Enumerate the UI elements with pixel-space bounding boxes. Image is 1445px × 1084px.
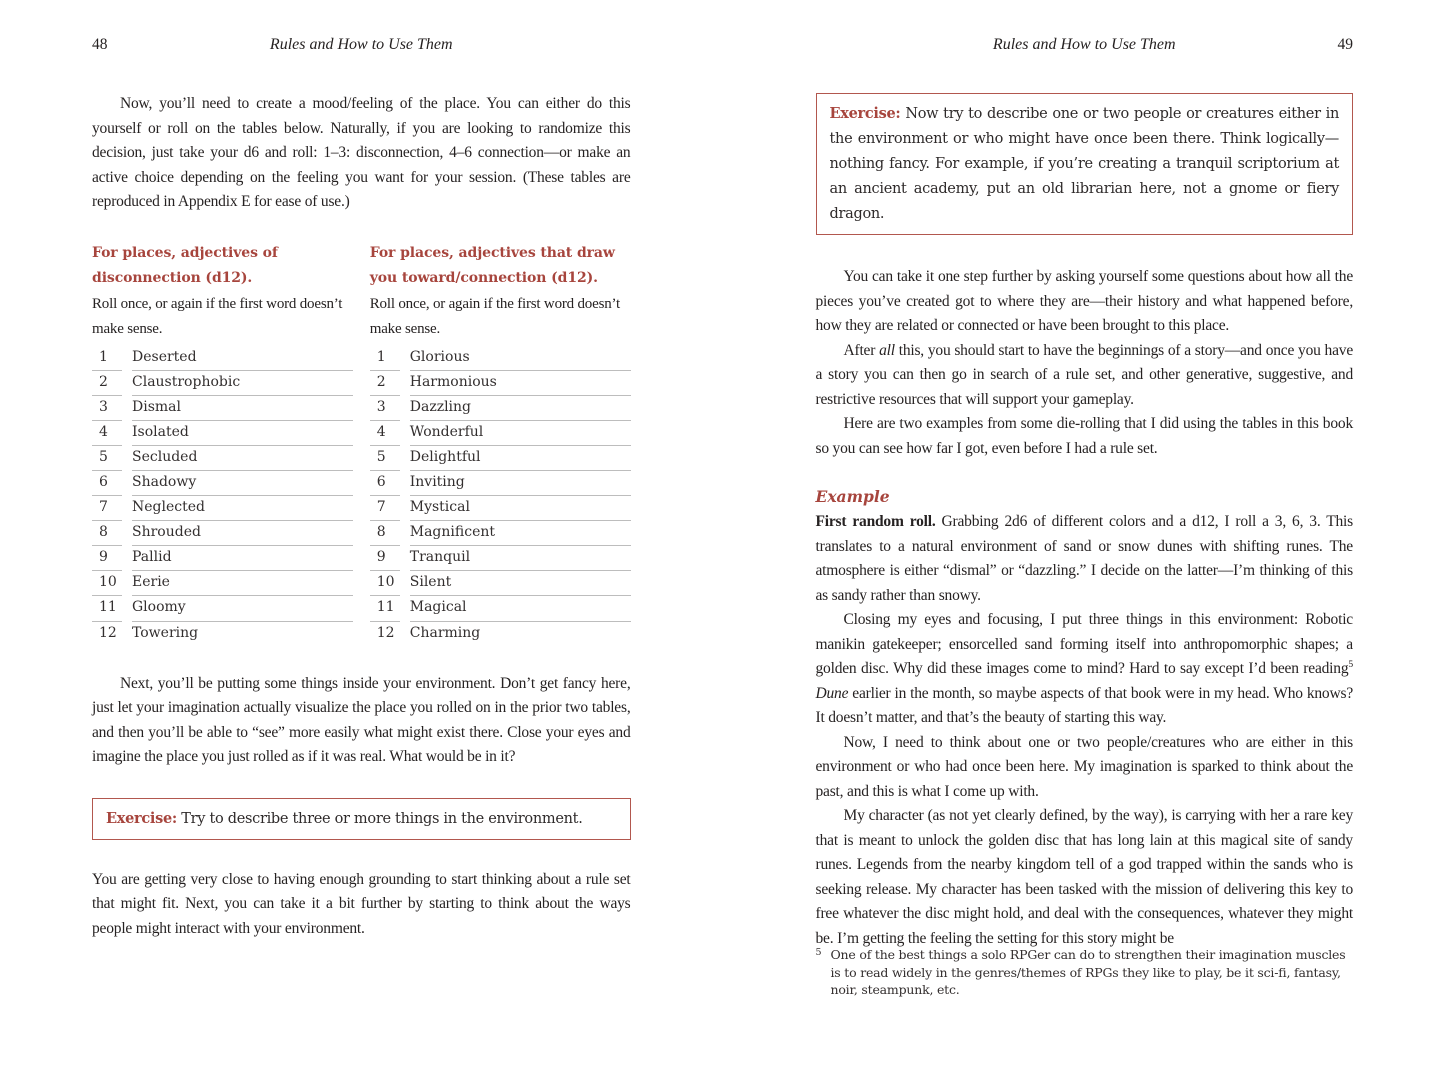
body-paragraph: [816, 339, 1354, 413]
table-column-gap: [400, 446, 410, 471]
text-segment: Try to describe three or more things in the environment.: [176, 810, 583, 827]
table-title: For places, adjectives of disconnection (d12).: [92, 244, 278, 286]
adjective-cell: Glorious: [410, 346, 631, 371]
table-row: [370, 371, 631, 396]
page-right: [723, 0, 1445, 1084]
text-segment: earlier in the month, so maybe aspects of that book were in my head. Who knows? It doesn’t matter, and that’s the beauty of starting this way.: [815, 684, 1353, 726]
table-row: [92, 546, 353, 571]
table-column-gap: [122, 521, 132, 546]
table-row: [370, 346, 631, 371]
adjective-cell: Isolated: [132, 421, 353, 446]
table-column-gap: [122, 496, 132, 521]
adjective-cell: Charming: [409, 624, 481, 641]
table-column-gap: [122, 546, 132, 571]
table-body: [370, 346, 631, 647]
table-row: [92, 421, 353, 446]
adjective-cell: Wonderful: [410, 421, 631, 446]
text-segment: this, you should start to have the beginnings of a story—and once you have a story you can then go in search of a rule set, and other generative, suggestive, and restrictive resources that will support your gameplay.: [815, 341, 1353, 408]
text-segment: You are getting very close to having enough grounding to start thinking about a rule set that might fit. Next, you can take it a bit further by starting to think about the ways people might interact with your environment.: [92, 870, 631, 937]
table-column-gap: [400, 521, 410, 546]
table-row: [370, 571, 631, 596]
adjective-cell: Neglected: [132, 496, 353, 521]
table-row: [370, 546, 631, 571]
example-paragraph: [816, 510, 1354, 608]
adjective-cell: Mystical: [410, 496, 631, 521]
die-number-cell: 3: [370, 396, 400, 421]
body-paragraph: [816, 412, 1354, 461]
table-row: [92, 622, 353, 647]
table-row: [92, 396, 353, 421]
table-row: [92, 371, 353, 396]
table-column-gap: [122, 371, 132, 396]
text-segment: all: [879, 341, 895, 359]
example-heading: Example: [815, 487, 890, 506]
page-number-left: 48: [92, 36, 108, 53]
example-paragraph: [816, 608, 1354, 731]
adjective-cell: Magical: [410, 596, 631, 621]
table-row: [92, 446, 353, 471]
table-column-gap: [400, 396, 410, 421]
adjective-cell: Harmonious: [410, 371, 631, 396]
die-number-cell: 8: [370, 521, 400, 546]
die-number-cell: 1: [92, 346, 122, 371]
footnote-text: One of the best things a solo RPGer can do to strengthen their imagination muscles is to read widely in the genres/themes of RPGs they like to play, be it sci-fi, fantasy, noir, steampunk, etc.: [830, 947, 1346, 997]
adjective-table-disconnection: [92, 241, 353, 647]
table-row: [92, 521, 353, 546]
things-paragraph: [92, 672, 631, 770]
text-segment: Here are two examples from some die-rolling that I did using the tables in this book so you can see how far I got, even before I had a rule set.: [815, 415, 1353, 457]
die-number-cell: 1: [370, 346, 400, 371]
text-segment: Now, you’ll need to create a mood/feeling of the place. You can either do this yourself or roll on the tables below. Naturally, if you are looking to randomize this decision, just take your d6 and roll: 1–3: disconnection, 4–6 connection—or make an active choice depending on the feeling you want for your session. (These tables are reproduced in Appendix E for ease of use.): [92, 95, 631, 210]
table-row: [92, 471, 353, 496]
table-column-gap: [122, 346, 132, 371]
text-segment: Exercise:: [106, 809, 177, 827]
adjective-cell: Dismal: [132, 396, 353, 421]
running-header-left: [92, 34, 631, 56]
text-segment: Now try to describe one or two people or creatures either in the environment or who might have once been there. Think logically—nothing fancy. For example, if you’re creating a tranquil scriptorium at an ancient academy, put an old librarian here, not a gnome or fiery dragon.: [829, 106, 1339, 222]
die-number-cell: 6: [92, 471, 122, 496]
table-column-gap: [122, 421, 132, 446]
adjective-cell: Claustrophobic: [132, 371, 353, 396]
adjective-cell: Towering: [132, 624, 199, 641]
running-header-title: Rules and How to Use Them: [269, 36, 453, 53]
table-row: [92, 496, 353, 521]
adjective-cell: Magnificent: [410, 521, 631, 546]
die-number-cell: 2: [370, 371, 400, 396]
table-row: [370, 446, 631, 471]
die-number-cell: 11: [370, 596, 400, 621]
text-segment: Now, I need to think about one or two people/creatures who are either in this environment or who had once been here. My imagination is sparked to think about the past, and this is what I come up with.: [815, 733, 1353, 800]
running-header-right: [816, 34, 1354, 56]
table-column-gap: [400, 622, 410, 647]
table-row: [370, 396, 631, 421]
example-paragraph: [816, 731, 1354, 805]
die-number-cell: 10: [370, 571, 400, 596]
adjective-cell: Delightful: [410, 446, 631, 471]
adjective-cell: Gloomy: [132, 596, 353, 621]
table-row: [370, 421, 631, 446]
die-number-cell: 4: [92, 421, 122, 446]
adjective-cell: Secluded: [132, 446, 353, 471]
table-column-gap: [400, 596, 410, 621]
footnote: [816, 946, 1356, 999]
table-row: [370, 596, 631, 621]
text-segment: First random roll.: [815, 513, 936, 530]
table-title: For places, adjectives that draw you toward/connection (d12).: [369, 244, 615, 286]
text-segment: 5: [1348, 658, 1353, 670]
adjective-cell: Deserted: [132, 346, 353, 371]
table-body: [92, 346, 353, 647]
adjective-cell: Silent: [410, 571, 631, 596]
adjective-cell: Inviting: [410, 471, 631, 496]
text-segment: My character (as not yet clearly defined, by the way), is carrying with her a rare key that is meant to unlock the golden disc that has long lain at this magical site of sandy runes. Legends from the nearby kingdom tell of a god trapped within the sands who is seeking release. My character has been tasked with the mission of delivering this key to free whatever the disc might hold, and deal with the consequences, whatever they might be. I’m getting the feeling the setting for this story might be: [815, 807, 1353, 947]
text-segment: Dune: [815, 684, 849, 702]
die-number-cell: 12: [376, 624, 395, 641]
adjective-tables: [92, 241, 631, 647]
table-row: [370, 622, 631, 647]
adjective-cell: Eerie: [132, 571, 353, 596]
table-row: [370, 521, 631, 546]
die-number-cell: 7: [92, 496, 122, 521]
text-segment: Next, you’ll be putting some things inside your environment. Don’t get fancy here, just let your imagination actually visualize the place you rolled on in the prior two tables, and then you’ll be able to “see” more easily what might exist there. Close your eyes and imagine the place you just rolled as if it was real. What would be in it?: [92, 674, 631, 766]
table-column-gap: [122, 622, 132, 647]
table-column-gap: [400, 346, 410, 371]
adjective-cell: Shrouded: [132, 521, 353, 546]
die-number-cell: 7: [370, 496, 400, 521]
body-paragraph: [816, 265, 1354, 339]
table-row: [92, 596, 353, 621]
die-number-cell: 11: [92, 596, 122, 621]
text-segment: After: [843, 341, 880, 359]
intro-paragraph: [92, 92, 631, 215]
table-row: [370, 471, 631, 496]
table-row: [92, 346, 353, 371]
die-number-cell: 8: [92, 521, 122, 546]
die-number-cell: 10: [92, 571, 122, 596]
die-number-cell: 5: [370, 446, 400, 471]
example-paragraph: [816, 804, 1354, 951]
table-column-gap: [400, 471, 410, 496]
table-column-gap: [122, 446, 132, 471]
die-number-cell: 9: [370, 546, 400, 571]
exercise-box: [816, 93, 1354, 235]
adjective-cell: Dazzling: [410, 396, 631, 421]
die-number-cell: 9: [92, 546, 122, 571]
table-column-gap: [122, 571, 132, 596]
footnote-marker: 5: [815, 947, 822, 958]
table-column-gap: [400, 571, 410, 596]
table-column-gap: [400, 371, 410, 396]
table-subtitle: Roll once, or again if the first word doesn’t make sense.: [92, 295, 343, 337]
closing-paragraph: [92, 868, 631, 942]
page-number-right: 49: [1337, 36, 1353, 53]
table-column-gap: [400, 496, 410, 521]
table-column-gap: [400, 421, 410, 446]
table-column-gap: [400, 546, 410, 571]
die-number-cell: 5: [92, 446, 122, 471]
adjective-cell: Tranquil: [410, 546, 631, 571]
text-segment: Grabbing 2d6 of different colors and a d12, I roll a 3, 6, 3. This translates to a natural environment of sand or snow dunes with shifting runes. The atmosphere is either “dismal” or “dazzling.” I decide on the latter—I’m thinking of this as sandy rather than snowy.: [815, 513, 1353, 604]
table-row: [92, 571, 353, 596]
die-number-cell: 3: [92, 396, 122, 421]
adjective-table-connection: [370, 241, 631, 647]
table-subtitle: Roll once, or again if the first word doesn’t make sense.: [369, 295, 620, 337]
die-number-cell: 6: [370, 471, 400, 496]
die-number-cell: 4: [370, 421, 400, 446]
running-header-title: Rules and How to Use Them: [992, 36, 1176, 53]
table-row: [370, 496, 631, 521]
table-column-gap: [122, 396, 132, 421]
table-column-gap: [122, 596, 132, 621]
text-segment: Closing my eyes and focusing, I put three things in this environment: Robotic manikin gatekeeper; ensorcelled sand forming itself into anthropomorphic shapes; a golden disc. Why did these images come to mind? Hard to say except I’d been reading: [815, 611, 1353, 677]
adjective-cell: Shadowy: [132, 471, 353, 496]
table-column-gap: [122, 471, 132, 496]
adjective-cell: Pallid: [132, 546, 353, 571]
exercise-box: [92, 798, 631, 840]
text-segment: You can take it one step further by asking yourself some questions about how all the pieces you’ve created got to where they are—their history and what happened before, how they are related or connected or have been brought to this place.: [815, 268, 1353, 334]
die-number-cell: 12: [99, 624, 117, 641]
die-number-cell: 2: [92, 371, 122, 396]
text-segment: Exercise:: [829, 105, 901, 122]
